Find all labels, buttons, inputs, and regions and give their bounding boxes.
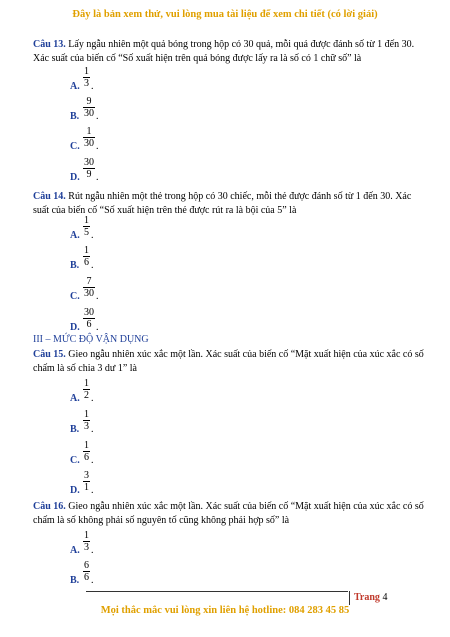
option-label: B. (70, 111, 80, 122)
period: . (91, 260, 94, 271)
denominator: 30 (84, 288, 94, 299)
option-label: C. (70, 455, 80, 466)
fraction (83, 378, 90, 401)
numerator: 1 (84, 409, 89, 420)
question-text: Lấy ngẫu nhiên một quả bóng trong hộp có 30 quả, mỗi quả được đánh số từ 1 đến 30. Xác suất của biến cố “Số xuất hiện trên quả bóng được lấy ra là số có 1 chữ số” là (33, 39, 415, 64)
option-label: A. (70, 545, 80, 556)
denominator: 6 (84, 452, 89, 463)
question-number: Câu 14. (33, 191, 66, 202)
denominator: 1 (84, 482, 89, 493)
period: . (91, 485, 94, 496)
page-value: 4 (382, 592, 388, 603)
numerator: 1 (84, 378, 89, 389)
question-15 (33, 348, 425, 376)
preview-banner: Đây là bản xem thử, vui lòng mua tài liệu để xem chi tiết (có lời giải) (72, 9, 378, 20)
option-label: D. (70, 485, 80, 496)
fraction (83, 307, 95, 330)
fraction (83, 470, 90, 493)
period: . (91, 230, 94, 241)
denominator: 6 (84, 257, 89, 268)
option-label: A. (70, 230, 80, 241)
denominator: 3 (84, 542, 89, 553)
denominator: 6 (84, 572, 89, 583)
denominator: 3 (84, 421, 89, 432)
option-label: B. (70, 424, 80, 435)
fraction (83, 409, 90, 432)
footer-divider (86, 591, 348, 592)
denominator: 5 (84, 227, 89, 238)
period: . (91, 81, 94, 92)
question-13 (33, 38, 425, 66)
numerator: 3 (84, 470, 89, 481)
period: . (96, 322, 99, 333)
period: . (91, 545, 94, 556)
fraction (83, 245, 90, 268)
denominator: 6 (83, 318, 95, 330)
denominator: 9 (83, 168, 95, 180)
fraction (83, 96, 95, 119)
numerator: 9 (86, 96, 92, 107)
option-label: B. (70, 260, 80, 271)
denominator: 2 (84, 390, 89, 401)
page-label: Trang (354, 592, 380, 603)
period: . (96, 111, 99, 122)
option-label: A. (70, 81, 80, 92)
question-number: Câu 13. (33, 39, 66, 50)
question-14 (33, 190, 425, 218)
option-label: C. (70, 291, 80, 302)
period: . (91, 424, 94, 435)
period: . (91, 455, 94, 466)
fraction (83, 276, 95, 299)
question-16 (33, 500, 425, 528)
period: . (96, 291, 99, 302)
denominator: 30 (84, 108, 94, 119)
fraction (83, 530, 90, 553)
fraction (83, 126, 95, 149)
fraction (83, 157, 95, 180)
page-number (349, 591, 387, 605)
option-label: A. (70, 393, 80, 404)
numerator: 1 (84, 440, 89, 451)
option-label: C. (70, 141, 80, 152)
option-label: B. (70, 575, 80, 586)
numerator: 1 (84, 245, 89, 256)
numerator: 1 (84, 530, 89, 541)
numerator: 6 (84, 560, 89, 571)
fraction (83, 66, 90, 89)
period: . (91, 575, 94, 586)
question-text: Gieo ngẫu nhiên xúc xắc một lần. Xác suất của biến cố “Mặt xuất hiện của xúc xắc có số chấm là số không phải số nguyên tố cũng không phải hợp số” là (33, 501, 424, 526)
numerator: 7 (86, 276, 92, 287)
question-text: Rút ngẫu nhiên một thẻ trong hộp có 30 chiếc, mỗi thẻ được đánh số từ 1 đến 30. Xác suất của biến cố “Số xuất hiện trên thẻ được rút ra là bội của 5” là (33, 191, 412, 216)
fraction (83, 440, 90, 463)
numerator: 30 (84, 307, 94, 318)
period: . (96, 172, 99, 183)
hotline-footer: Mọi thắc mắc vui lòng xin liên hệ hotline: 084 283 45 85 (100, 605, 350, 616)
numerator: 1 (86, 126, 92, 137)
numerator: 30 (84, 157, 94, 168)
numerator: 1 (84, 66, 89, 77)
fraction (83, 215, 90, 238)
question-number: Câu 15. (33, 349, 66, 360)
question-number: Câu 16. (33, 501, 66, 512)
section-heading: III – MỨC ĐỘ VẬN DỤNG (33, 334, 149, 345)
numerator: 1 (84, 215, 89, 226)
period: . (96, 141, 99, 152)
denominator: 3 (84, 78, 89, 89)
question-text: Gieo ngẫu nhiên xúc xắc một lần. Xác suất của biến cố “Mặt xuất hiện của xúc xắc có số chấm là số chia 3 dư 1” là (33, 349, 424, 374)
denominator: 30 (84, 138, 94, 149)
period: . (91, 393, 94, 404)
option-label: D. (70, 172, 80, 183)
option-label: D. (70, 322, 80, 333)
fraction (83, 560, 90, 583)
